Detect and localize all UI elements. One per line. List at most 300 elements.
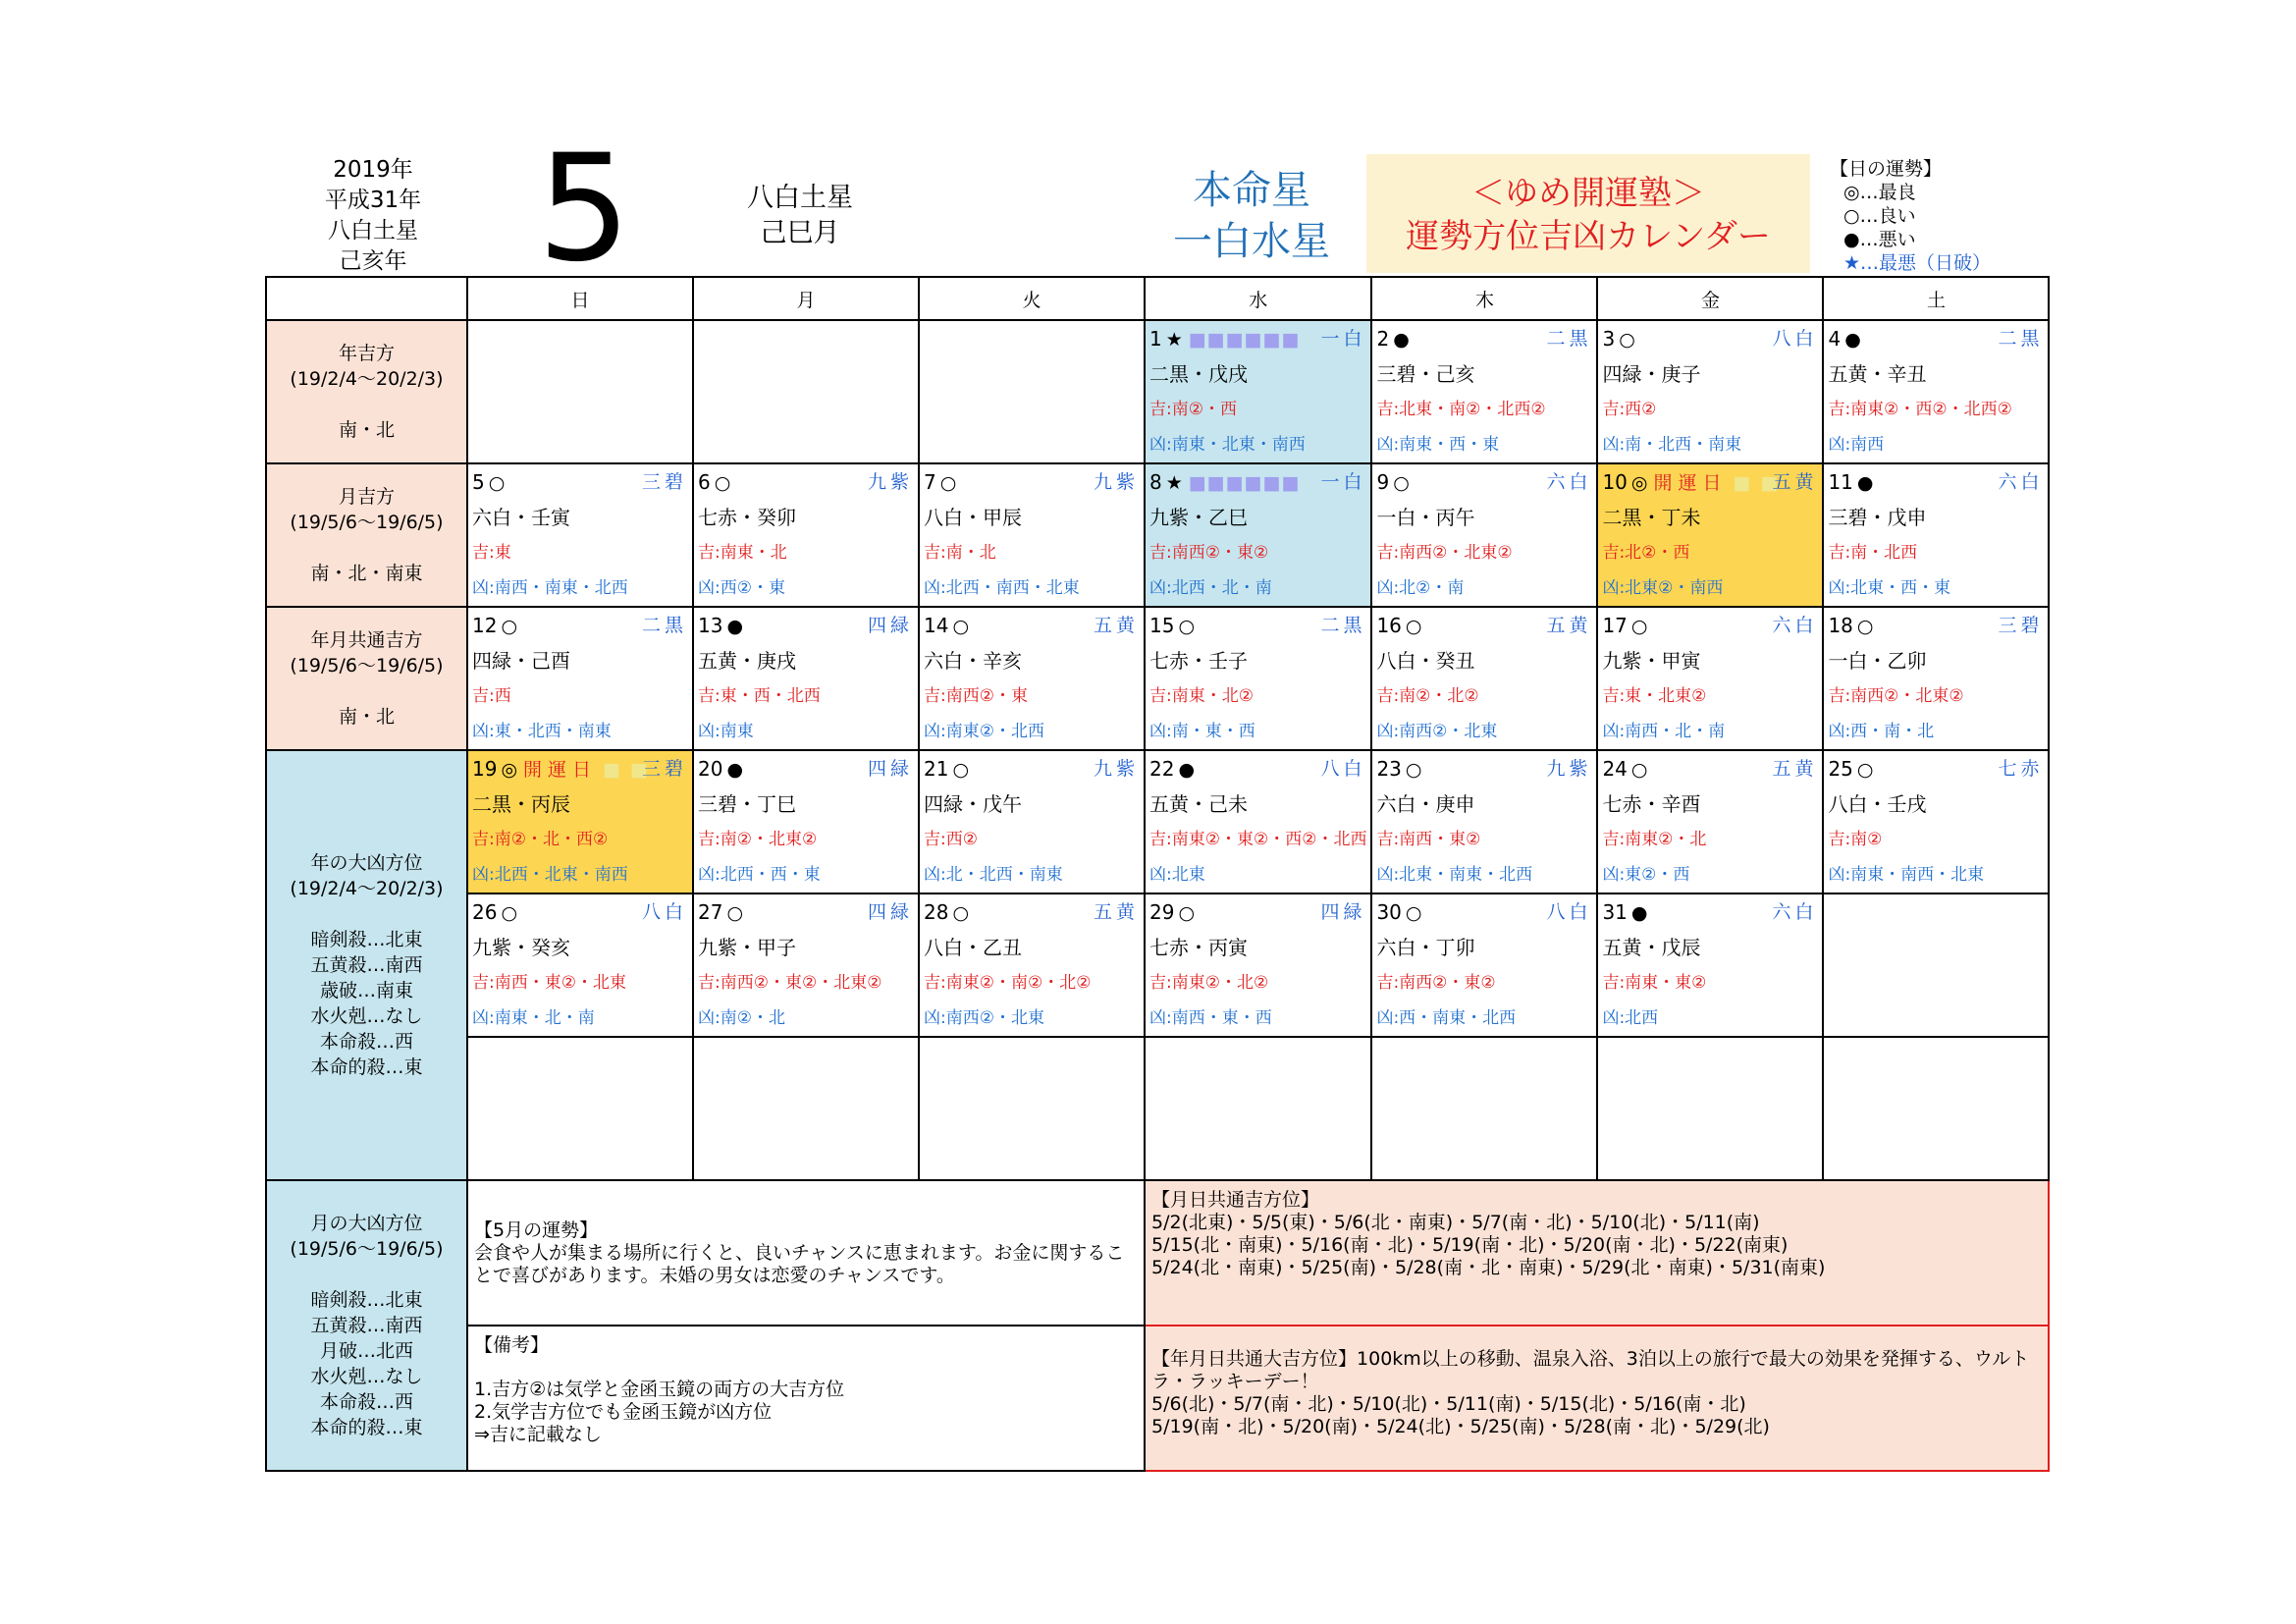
day-cell — [1597, 463, 1823, 607]
fortune-symbol: ◎ — [501, 759, 518, 781]
fortune-symbol: ● — [1630, 902, 1648, 924]
panel-dirs: 南・北・南東 — [310, 563, 423, 584]
empty-day-cell — [919, 1037, 1145, 1180]
day-star: 一白 — [1320, 471, 1366, 493]
panel-range: (19/5/6～19/6/5) — [290, 1238, 444, 1260]
legend-item: ★…最悪（日破） — [1843, 252, 1992, 274]
year-month-day-common-box — [1145, 1326, 2049, 1471]
day-kyo: 凶:南西・北・南 — [1602, 722, 1726, 741]
remarks-box — [467, 1326, 1145, 1471]
legend-item: ◎…最良 — [1843, 182, 1916, 203]
day-cell — [1823, 750, 2049, 893]
day-kyo: 凶:南西・南東・北西 — [472, 578, 628, 598]
day-cell — [693, 893, 919, 1037]
day-number: 23 — [1376, 757, 1402, 781]
day-eto: 一白・丙午 — [1376, 506, 1475, 529]
day-eto: 三碧・戊申 — [1828, 506, 1927, 529]
weekday-label: 土 — [1823, 277, 2049, 320]
day-cell — [467, 463, 693, 607]
day-kyo: 凶:北西・南西・北東 — [924, 578, 1080, 598]
day-star: 三碧 — [641, 758, 687, 780]
box-line: 5/2(北東)・5/5(東)・5/6(北・南東)・5/7(南・北)・5/10(北)・5/11(南) — [1151, 1212, 1760, 1233]
day-number: 30 — [1376, 900, 1402, 924]
day-kyo: 凶:北西・北・南 — [1149, 578, 1272, 598]
empty-day-cell — [1597, 1037, 1823, 1180]
day-number: 15 — [1149, 614, 1175, 637]
day-cell — [1823, 320, 2049, 463]
day-star: 二黒 — [1320, 615, 1366, 636]
weekday-label: 月 — [693, 277, 919, 320]
honmei-star — [1134, 165, 1369, 267]
day-kichi: 吉:東・北東② — [1602, 686, 1707, 706]
fortune-symbol: ○ — [1619, 329, 1635, 351]
fortune-symbol: ○ — [501, 616, 518, 637]
day-cell — [1145, 750, 1371, 893]
day-kyo: 凶:北東 — [1149, 865, 1205, 885]
day-kyo: 凶:南東・北・南 — [472, 1008, 595, 1028]
fortune-symbol: ○ — [1178, 902, 1196, 924]
day-kichi: 吉:西 — [472, 686, 511, 706]
panel-item: 月破…北西 — [319, 1340, 413, 1362]
day-eto: 九紫・甲子 — [698, 936, 796, 959]
day-kyo: 凶:北東・南東・北西 — [1376, 865, 1533, 885]
day-kyo: 凶:東②・西 — [1602, 865, 1690, 885]
day-star: 九紫 — [1093, 471, 1139, 493]
day-eto: 二黒・丙辰 — [472, 792, 570, 816]
day-eto: 七赤・壬子 — [1149, 649, 1248, 673]
day-number: 28 — [924, 900, 949, 924]
day-kyo: 凶:北西・北東・南西 — [472, 865, 628, 885]
panel-item: 暗剣殺…北東 — [310, 1289, 423, 1311]
day-kichi: 吉:南東②・北② — [1149, 973, 1269, 993]
day-number: 8 — [1149, 470, 1162, 494]
empty-day-cell — [693, 1037, 919, 1180]
day-kyo: 凶:北東・西・東 — [1828, 578, 1951, 598]
day-kyo: 凶:北・北西・南東 — [924, 865, 1063, 885]
legend — [1830, 157, 1991, 275]
fortune-symbol: ○ — [726, 902, 744, 924]
honmei-line: 本命星 — [1193, 168, 1310, 213]
day-kichi: 吉:南東②・西②・北西② — [1828, 400, 2012, 419]
day-number: 31 — [1602, 900, 1628, 924]
fortune-symbol: ○ — [1405, 616, 1422, 637]
day-kyo: 凶:北西・西・東 — [698, 865, 821, 885]
day-cell — [693, 607, 919, 750]
day-star: 八白 — [1546, 901, 1592, 923]
day-star: 四緑 — [867, 615, 913, 636]
fortune-symbol: ○ — [488, 472, 506, 494]
day-number: 14 — [924, 614, 949, 637]
day-cell — [919, 893, 1145, 1037]
day-kyo: 凶:南西②・北東 — [924, 1008, 1044, 1028]
day-star: 八白 — [1772, 328, 1818, 350]
empty-day-cell — [467, 1037, 693, 1180]
title-line: ＜ゆめ開運塾＞ — [1471, 174, 1705, 213]
panel-range: (19/2/4～20/2/3) — [290, 368, 444, 390]
day-star: 二黒 — [641, 615, 687, 636]
decoration-squares: ■■■■■■ — [1188, 329, 1301, 351]
day-kichi: 吉:南・北 — [924, 543, 996, 563]
panel-item: 暗剣殺…北東 — [310, 929, 423, 950]
box-line: 5/19(南・北)・5/20(南)・5/24(北)・5/25(南)・5/28(南・北)・5/29(北) — [1151, 1416, 1770, 1437]
day-cell — [1597, 750, 1823, 893]
year-line: 己亥年 — [339, 248, 407, 274]
day-cell — [1145, 893, 1371, 1037]
day-star: 六白 — [1998, 471, 2044, 493]
day-cell — [1597, 607, 1823, 750]
box-line: 5/15(北・南東)・5/16(南・北)・5/19(南・北)・5/20(南・北)・5/22(南東) — [1151, 1234, 1789, 1256]
day-kichi: 吉:北②・西 — [1602, 543, 1690, 563]
fortune-symbol: ○ — [952, 616, 970, 637]
day-cell — [919, 750, 1145, 893]
day-kyo: 凶:北東②・南西 — [1602, 578, 1724, 598]
day-number: 21 — [924, 757, 949, 781]
day-kichi: 吉:東・西・北西 — [698, 686, 821, 706]
panel-title: 月吉方 — [338, 486, 395, 508]
day-kichi: 吉:南② — [1828, 830, 1883, 849]
day-kichi: 吉:南東②・南②・北② — [924, 973, 1092, 993]
fortune-symbol: ● — [1856, 472, 1874, 494]
day-kichi: 吉:南東・北② — [1149, 686, 1254, 706]
day-star: 二黒 — [1546, 328, 1592, 350]
day-number: 19 — [472, 757, 498, 781]
box-intro: 100km以上の移動、温泉入浴、3泊以上の旅行で最大の効果を発揮する、ウルトラ・ラッキーデー！ — [1151, 1348, 2030, 1392]
day-star: 五黄 — [1772, 471, 1818, 493]
day-kyo: 凶:南西・東・西 — [1149, 1008, 1272, 1028]
day-star: 六白 — [1772, 901, 1818, 923]
day-star: 五黄 — [1772, 758, 1818, 780]
day-kichi: 吉:南②・北東② — [698, 830, 818, 849]
month-kichi-panel — [266, 463, 467, 607]
day-star: 四緑 — [867, 758, 913, 780]
day-eto: 九紫・甲寅 — [1602, 649, 1701, 673]
day-kichi: 吉:南②・北・西② — [472, 830, 609, 849]
day-kyo: 凶:西・南東・北西 — [1376, 1008, 1517, 1028]
fortune-symbol: ★ — [1165, 472, 1183, 494]
day-cell — [1597, 320, 1823, 463]
panel-item: 本命殺…西 — [319, 1391, 413, 1413]
day-cell — [919, 607, 1145, 750]
day-cell — [467, 893, 693, 1037]
day-eto: 五黄・己未 — [1149, 792, 1248, 816]
weekday-label: 木 — [1371, 277, 1597, 320]
day-eto: 五黄・庚戌 — [698, 649, 796, 673]
day-cell — [693, 463, 919, 607]
day-eto: 三碧・己亥 — [1376, 362, 1475, 386]
empty-day-cell — [1823, 1037, 2049, 1180]
legend-item: ●…悪い — [1843, 229, 1916, 250]
fortune-symbol: ○ — [1178, 616, 1196, 637]
box-line: 5/6(北)・5/7(南・北)・5/10(北)・5/11(南)・5/15(北)・5/16(南・北) — [1151, 1393, 1746, 1415]
day-eto: 四緑・己酉 — [472, 649, 570, 673]
day-cell — [1823, 463, 2049, 607]
day-star: 五黄 — [1546, 615, 1592, 636]
day-eto: 九紫・癸亥 — [472, 936, 570, 959]
empty-day-cell — [1145, 1037, 1371, 1180]
day-eto: 六白・辛亥 — [924, 649, 1022, 673]
day-eto: 七赤・辛酉 — [1602, 792, 1701, 816]
day-number: 2 — [1376, 327, 1390, 351]
day-eto: 八白・甲辰 — [924, 506, 1022, 529]
day-star: 四緑 — [1320, 901, 1366, 923]
weekday-label: 火 — [919, 277, 1145, 320]
day-star: 六白 — [1546, 471, 1592, 493]
day-number: 22 — [1149, 757, 1175, 781]
day-cell — [919, 463, 1145, 607]
panel-title: 年の大凶方位 — [310, 852, 423, 874]
year-line: 平成31年 — [324, 188, 422, 213]
fortune-symbol: ○ — [1405, 759, 1422, 781]
day-kyo: 凶:南西②・北東 — [1376, 722, 1498, 741]
day-eto: 八白・癸丑 — [1376, 649, 1475, 673]
day-star: 九紫 — [867, 471, 913, 493]
day-star: 五黄 — [1093, 901, 1139, 923]
day-eto: 六白・丁卯 — [1376, 936, 1475, 959]
day-kichi: 吉:南②・北② — [1376, 686, 1479, 706]
day-number: 27 — [698, 900, 723, 924]
day-cell — [1371, 750, 1597, 893]
day-kyo: 凶:南東②・北西 — [924, 722, 1044, 741]
panel-item: 五黄殺…南西 — [310, 954, 423, 976]
fortune-symbol: ○ — [714, 472, 731, 494]
day-kyo: 凶:南東・北東・南西 — [1149, 435, 1306, 455]
common-kichi-panel — [266, 607, 467, 750]
month-number: 5 — [537, 124, 631, 295]
day-number: 17 — [1602, 614, 1628, 637]
weekday-label: 日 — [467, 277, 693, 320]
month-kyo-panel — [266, 1180, 467, 1471]
box-line: 2.気学吉方位でも金函玉鏡が凶方位 — [474, 1401, 773, 1423]
day-kichi: 吉:南西・東②・北東 — [472, 973, 626, 993]
fortune-symbol: ● — [726, 616, 744, 637]
panel-range: (19/5/6～19/6/5) — [290, 512, 444, 533]
day-cell — [1145, 463, 1371, 607]
panel-item: 本命殺…西 — [319, 1031, 413, 1053]
panel-item: 五黄殺…南西 — [310, 1315, 423, 1336]
fortune-symbol: ○ — [1856, 759, 1874, 781]
fortune-symbol: ○ — [1856, 616, 1874, 637]
day-kichi: 吉:南東・北 — [698, 543, 787, 563]
day-kichi: 吉:南西②・東②・北東② — [698, 973, 882, 993]
fortune-symbol: ○ — [1393, 472, 1410, 494]
day-kichi: 吉:南西②・北東② — [1828, 686, 1964, 706]
day-number: 16 — [1376, 614, 1402, 637]
fortune-symbol: ★ — [1165, 329, 1183, 351]
day-number: 18 — [1828, 614, 1853, 637]
empty-day-cell — [1823, 893, 2049, 1037]
day-kichi: 吉:北東・南②・北西② — [1376, 400, 1546, 419]
day-kyo: 凶:南・東・西 — [1149, 722, 1255, 741]
day-kyo: 凶:南東・南西・北東 — [1828, 865, 1985, 885]
year-line: 八白土星 — [328, 218, 418, 244]
day-eto: 五黄・辛丑 — [1828, 362, 1927, 386]
month-line: 八白土星 — [747, 183, 853, 213]
month-day-common-box — [1145, 1180, 2049, 1326]
day-cell — [1145, 607, 1371, 750]
day-number: 3 — [1602, 327, 1616, 351]
year-kyo-panel — [266, 750, 467, 1180]
day-kyo: 凶:西②・東 — [698, 578, 785, 598]
box-line: 1.吉方②は気学と金函玉鏡の両方の大吉方位 — [474, 1379, 845, 1400]
day-kichi: 吉:東 — [472, 543, 511, 563]
day-kichi: 吉:南西②・東 — [924, 686, 1028, 706]
day-kyo: 凶:南東・西・東 — [1376, 435, 1500, 455]
decoration-squares: ■ ■ — [1733, 472, 1781, 494]
fortune-symbol: ● — [1393, 329, 1410, 351]
day-eto: 八白・乙丑 — [924, 936, 1022, 959]
legend-item: ○…良い — [1843, 205, 1916, 227]
day-eto: 二黒・丁未 — [1602, 506, 1701, 529]
day-eto: 七赤・丙寅 — [1149, 936, 1248, 959]
empty-day-cell — [1371, 1037, 1597, 1180]
panel-item: 水火剋…なし — [310, 1366, 423, 1387]
day-number: 13 — [698, 614, 723, 637]
panel-item: 本命的殺…東 — [310, 1056, 423, 1078]
day-eto: 一白・乙卯 — [1828, 649, 1927, 673]
day-number: 20 — [698, 757, 723, 781]
fortune-symbol: ○ — [1405, 902, 1422, 924]
day-cell — [1145, 320, 1371, 463]
day-star: 九紫 — [1093, 758, 1139, 780]
day-number: 26 — [472, 900, 498, 924]
day-star: 六白 — [1772, 615, 1818, 636]
decoration-squares: ■■■■■■ — [1188, 472, 1301, 494]
day-number: 5 — [472, 470, 485, 494]
day-kichi: 吉:南西・東② — [1376, 830, 1481, 849]
day-number: 25 — [1828, 757, 1853, 781]
day-kyo: 凶:東・北西・南東 — [472, 722, 612, 741]
month-info — [721, 181, 879, 251]
day-number: 29 — [1149, 900, 1175, 924]
empty-day-cell — [693, 320, 919, 463]
day-kyo: 凶:南②・北 — [698, 1008, 785, 1028]
day-eto: 二黒・戊戌 — [1149, 362, 1248, 386]
panel-dirs: 南・北 — [338, 419, 395, 441]
decoration-squares: ■ ■ — [603, 759, 651, 781]
day-eto: 八白・壬戌 — [1828, 792, 1927, 816]
day-kichi: 吉:南西②・東② — [1376, 973, 1496, 993]
day-star: 七赤 — [1998, 758, 2044, 780]
panel-title: 月の大凶方位 — [310, 1213, 423, 1234]
box-title: 【年月日共通大吉方位】 — [1151, 1348, 1358, 1370]
day-cell — [467, 750, 693, 893]
day-cell — [1371, 893, 1597, 1037]
box-text: 会食や人が集まる場所に行くと、良いチャンスに恵まれます。お金に関することで喜びがあります。未婚の男女は恋愛のチャンスです。 — [474, 1241, 1125, 1286]
calendar-title — [1366, 154, 1810, 273]
day-number: 4 — [1828, 327, 1842, 351]
day-star: 一白 — [1320, 328, 1366, 350]
fortune-symbol: ● — [726, 759, 744, 781]
year-line: 2019年 — [333, 157, 413, 183]
day-kyo: 凶:南東 — [698, 722, 754, 741]
day-star: 九紫 — [1546, 758, 1592, 780]
day-eto: 三碧・丁巳 — [698, 792, 796, 816]
year-info — [294, 155, 452, 277]
fortune-symbol: ○ — [952, 759, 970, 781]
day-kichi: 吉:南東・東② — [1602, 973, 1707, 993]
panel-title: 年吉方 — [338, 343, 395, 364]
day-kichi: 吉:南西②・東② — [1149, 543, 1269, 563]
panel-item: 本命的殺…東 — [310, 1417, 423, 1438]
day-eto: 四緑・戊午 — [924, 792, 1022, 816]
day-number: 9 — [1376, 470, 1390, 494]
day-kichi: 吉:南・北西 — [1828, 543, 1918, 563]
lucky-day-label: 開運日 — [523, 759, 598, 781]
box-line: ⇒吉に記載なし — [474, 1424, 602, 1445]
box-title: 【月日共通吉方位】 — [1151, 1189, 1320, 1211]
fortune-symbol: ○ — [1630, 616, 1648, 637]
weekday-label: 金 — [1597, 277, 1823, 320]
day-cell — [467, 607, 693, 750]
box-title: 【5月の運勢】 — [474, 1218, 599, 1241]
empty-day-cell — [919, 320, 1145, 463]
day-star: 二黒 — [1998, 328, 2044, 350]
day-star: 三碧 — [641, 471, 687, 493]
day-number: 11 — [1828, 470, 1853, 494]
panel-range: (19/2/4～20/2/3) — [290, 878, 444, 899]
day-kyo: 凶:北西 — [1602, 1008, 1659, 1028]
day-eto: 九紫・乙巳 — [1149, 506, 1248, 529]
day-kichi: 吉:西② — [1602, 400, 1657, 419]
fortune-symbol: ◎ — [1630, 472, 1648, 494]
day-number: 10 — [1602, 470, 1628, 494]
day-number: 1 — [1149, 327, 1162, 351]
day-number: 12 — [472, 614, 498, 637]
day-star: 五黄 — [1093, 615, 1139, 636]
box-title: 【備考】 — [474, 1334, 550, 1356]
day-cell — [693, 750, 919, 893]
day-kyo: 凶:北②・南 — [1376, 578, 1465, 598]
weekday-header — [266, 277, 2049, 320]
fortune-symbol: ○ — [952, 902, 970, 924]
panel-item: 歳破…南東 — [319, 980, 413, 1001]
panel-dirs: 南・北 — [338, 706, 395, 728]
panel-title: 年月共通吉方 — [310, 629, 423, 651]
day-kyo: 凶:南西 — [1828, 435, 1885, 455]
day-cell — [1823, 607, 2049, 750]
fortune-symbol: ● — [1178, 759, 1196, 781]
panel-item: 水火剋…なし — [310, 1005, 423, 1027]
fortune-symbol: ○ — [1630, 759, 1648, 781]
day-kyo: 凶:西・南・北 — [1828, 722, 1935, 741]
day-star: 四緑 — [867, 901, 913, 923]
fortune-symbol: ○ — [939, 472, 957, 494]
day-kichi: 吉:南東②・東②・西②・北西 — [1149, 830, 1367, 849]
empty-day-cell — [467, 320, 693, 463]
weekday-label: 水 — [1145, 277, 1371, 320]
day-kichi: 吉:南西②・北東② — [1376, 543, 1513, 563]
day-star: 八白 — [1320, 758, 1366, 780]
corner-cell — [266, 277, 467, 320]
title-line: 運勢方位吉凶カレンダー — [1406, 217, 1771, 256]
day-eto: 七赤・癸卯 — [698, 506, 796, 529]
day-cell — [1597, 893, 1823, 1037]
fortune-symbol: ○ — [501, 902, 518, 924]
day-eto: 四緑・庚子 — [1602, 362, 1701, 386]
day-kyo: 凶:南・北西・南東 — [1602, 435, 1742, 455]
day-kichi: 吉:南②・西 — [1149, 400, 1237, 419]
panel-range: (19/5/6～19/6/5) — [290, 655, 444, 677]
calendar-grid — [265, 276, 2050, 1472]
year-kichi-panel — [266, 320, 467, 463]
day-eto: 六白・庚申 — [1376, 792, 1475, 816]
month-line: 己巳月 — [760, 218, 840, 248]
day-star: 八白 — [641, 901, 687, 923]
day-cell — [1371, 463, 1597, 607]
day-star: 三碧 — [1998, 615, 2044, 636]
day-cell — [1371, 607, 1597, 750]
honmei-line: 一白水星 — [1173, 219, 1330, 264]
